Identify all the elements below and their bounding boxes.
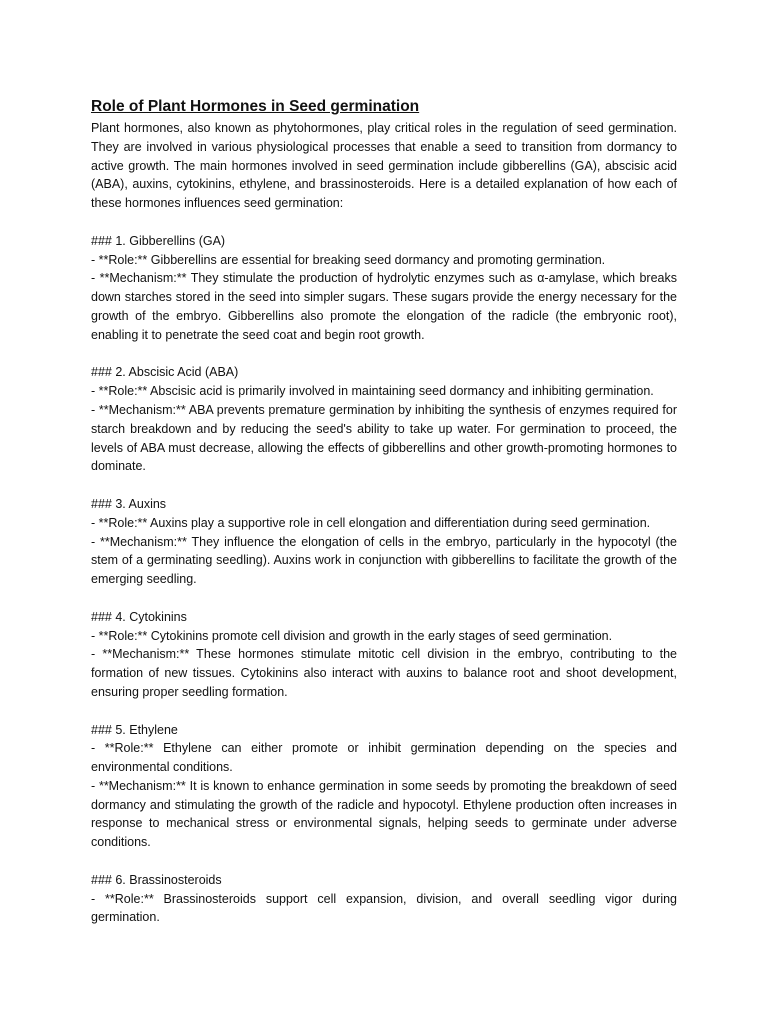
section-ethylene [91, 721, 677, 853]
section-mechanism: - **Mechanism:** They stimulate the production of hydrolytic enzymes such as α-amylase, which breaks down starches stored in the seed into simpler sugars. These sugars provide the energy necessary for the growth of the embryo. Gibberellins also promote the elongation of the radicle (the embryonic root), enabling it to penetrate the seed coat and begin root growth. [91, 271, 677, 342]
section-cytokinins [91, 608, 677, 702]
section-mechanism: - **Mechanism:** They influence the elongation of cells in the embryo, particularly in the hypocotyl (the stem of a germinating seedling). Auxins work in conjunction with gibberellins to facilitate the growth of the emerging seedling. [91, 534, 677, 587]
intro-paragraph: Plant hormones, also known as phytohormones, play critical roles in the regulation of seed germination. They are involved in various physiological processes that enable a seed to transition from dormancy to active growth. The main hormones involved in seed germination include gibberellins (GA), abscisic acid (ABA), auxins, cytokinins, ethylene, and brassinosteroids. Here is a detailed explanation of how each of these hormones influences seed germination: [91, 121, 677, 211]
section-gibberellins [91, 232, 677, 345]
section-heading: ### 5. Ethylene [91, 722, 178, 737]
section-auxins [91, 495, 677, 589]
section-abscisic-acid [91, 363, 677, 476]
section-role: - **Role:** Abscisic acid is primarily involved in maintaining seed dormancy and inhibiting germination. [91, 384, 654, 399]
section-role: - **Role:** Auxins play a supportive role in cell elongation and differentiation during seed germination. [91, 515, 651, 530]
section-role: - **Role:** Brassinosteroids support cell expansion, division, and overall seedling vigor during germination. [91, 891, 677, 925]
document-title: Role of Plant Hormones in Seed germination [91, 98, 420, 115]
section-heading: ### 2. Abscisic Acid (ABA) [91, 365, 239, 380]
section-mechanism: - **Mechanism:** These hormones stimulate mitotic cell division in the embryo, contributing to the formation of new tissues. Cytokinins also interact with auxins to balance root and shoot development, ensuring proper seedling formation. [91, 647, 677, 699]
section-mechanism: - **Mechanism:** ABA prevents premature germination by inhibiting the synthesis of enzymes required for starch breakdown and by reducing the seed's ability to take up water. For germination to proceed, the levels of ABA must decrease, allowing the effects of gibberellins and other growth-promoting hormones to dominate. [91, 402, 677, 474]
section-heading: ### 1. Gibberellins (GA) [91, 233, 226, 248]
section-heading: ### 4. Cytokinins [91, 609, 187, 624]
section-role: - **Role:** Gibberellins are essential for breaking seed dormancy and promoting germination. [91, 252, 606, 267]
section-heading: ### 3. Auxins [91, 496, 167, 511]
section-role: - **Role:** Cytokinins promote cell division and growth in the early stages of seed germination. [91, 628, 613, 643]
section-mechanism: - **Mechanism:** It is known to enhance germination in some seeds by promoting the breakdown of seed dormancy and stimulating the growth of the radicle and hypocotyl. Ethylene production often increases in response to mechanical stress or environmental signals, helping seeds to germinate under adverse conditions. [91, 778, 677, 850]
section-brassinosteroids [91, 871, 677, 927]
section-role: - **Role:** Ethylene can either promote or inhibit germination depending on the species and environmental conditions. [91, 741, 677, 775]
section-heading: ### 6. Brassinosteroids [91, 872, 222, 887]
